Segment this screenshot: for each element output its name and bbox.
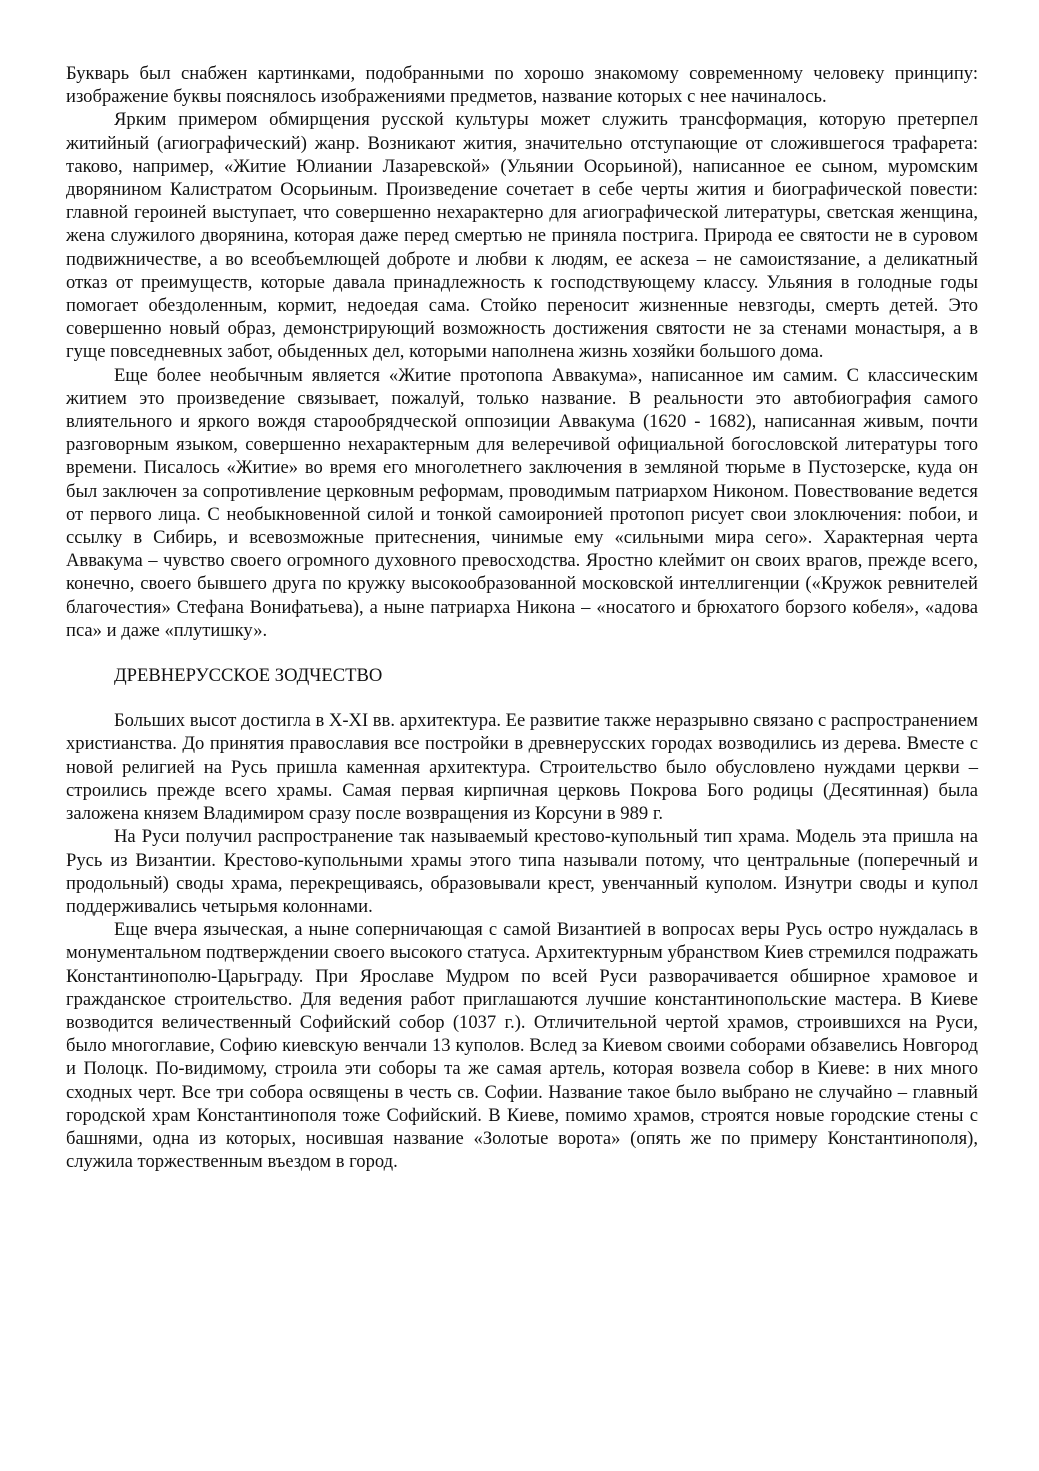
paragraph-kiev-construction: Еще вчера языческая, а ныне соперничающая с самой Византией в вопросах веры Русь остро нуждалась в монументальном подтверждении своего высокого статуса. Архитектурным убранством Киев стремился подражать Константинополю-Царьграду. При Ярославе Мудром по всей Руси разворачивается обширное храмовое и гражданское строительство. Для ведения работ приглашаются лучшие константинопольские мастера. В Киеве возводится величественный Софийский собор (1037 г.). Отличительной чертой храмов, строившихся на Руси, было многоглавие, Софию киевскую венчали 13 куполов. Вслед за Киевом своими соборами обзавелись Новгород и Полоцк. По-видимому, строила эти соборы та же самая артель, которая возвела собор в Киеве: в них много сходных черт. Все три собора освящены в честь св. Софии. Название такое было выбрано не случайно – главный городской храм Константинополя тоже Софийский. В Киеве, помимо храмов, строятся новые городские стены с башнями, одна из которых, носившая название «Золотые ворота» (опять же по примеру Константинополя), служила торжественным въездом в город. xyxy=(66,919,978,1173)
paragraph-architecture-intro: Больших высот достигла в X-XI вв. архитектура. Ее развитие также неразрывно связано с распространением христианства. До принятия православия все постройки в древнерусских городах возводились из дерева. Вместе с новой религией на Русь пришла каменная архитектура. Строительство было обусловлено нуждами церкви – строились прежде всего храмы. Самая первая кирпичная церковь Покрова Бого родицы (Десятинная) была заложена князем Владимиром сразу после возвращения из Корсуни в 989 г. xyxy=(66,710,979,825)
paragraph-juliania-life: Ярким примером обмирщения русской культуры может служить трансформация, которую претерпел житийный (агиографический) жанр. Возникают жития, значительно отступающие от сложившегося трафарета: таково, например, «Житие Юлиании Лазаревской» (Ульянии Осорьиной), написанное ее сыном, муромским дворянином Калистратом Осорьиным. Произведение сочетает в себе черты жития и биографической повести: главной героиней выступает, что совершенно нехарактерно для агиографической литературы, светская женщина, жена служилого дворянина, которая даже перед смертью не приняла пострига. Природа ее святости не в суровом подвижничестве, а во всеобъемлющей доброте и любви к людям, ее аскеза – не самоистязание, а деликатный отказ от преимуществ, которые давала принадлежность к господствующему классу. Ульяния в голодные годы помогает обездоленным, кормит, недоедая сама. Стойко переносит жизненные невзгоды, смерть детей. Это совершенно новый образ, демонстрирующий возможность достижения святости не за стенами монастыря, а в гуще повседневных забот, обыденных дел, которыми наполнена жизнь хозяйки большого дома. xyxy=(66,109,978,363)
document-page xyxy=(66,62,978,1173)
paragraph-cross-dome-church: На Руси получил распространение так называемый крестово-купольный тип храма. Модель эта пришла на Русь из Византии. Крестово-купольными храмы этого типа называли потому, что центральные (поперечный и продольный) своды храма, перекрещиваясь, образовывали крест, увенчанный куполом. Изнутри своды и купол поддерживались четырьмя колоннами. xyxy=(66,826,978,917)
paragraph-primer: Букварь был снабжен картинками, подобранными по хорошо знакомому современному человеку принципу: изображение буквы пояснялось изображениями предметов, название которых с нее начиналось. xyxy=(66,63,978,108)
section-heading: ДРЕВНЕРУССКОЕ ЗОДЧЕСТВО xyxy=(114,665,383,687)
paragraph-avvakum-life: Еще более необычным является «Житие протопопа Аввакума», написанное им самим. С классическим житием это произведение связывает, пожалуй, только название. В реальности это автобиография самого влиятельного и яркого вождя старообрядческой оппозиции Аввакума (1620 - 1682), написанная живым, почти разговорным языком, совершенно нехарактерным для велеречивой официальной богословской литературы того времени. Писалось «Житие» во время его многолетнего заключения в земляной тюрьме в Пустозерске, куда он был заключен за сопротивление церковным реформам, проводимым патриархом Никоном. Повествование ведется от первого лица. С необыкновенной силой и тонкой самоиронией протопоп рисует свои злоключения: побои, и ссылку в Сибирь, и всевозможные притеснения, чинимые ему «сильными мира сего». Характерная черта Аввакума – чувство своего огромного духовного превосходства. Яростно клеймит он своих врагов, прежде всего, конечно, своего бывшего друга по кружку высокообразованной московской интеллигенции («Кружок ревнителей благочестия» Стефана Вонифатьева), а ныне патриарха Никона – «носатого и брюхатого борзого кобеля», «адова пса» и даже «плутишку». xyxy=(66,364,978,641)
